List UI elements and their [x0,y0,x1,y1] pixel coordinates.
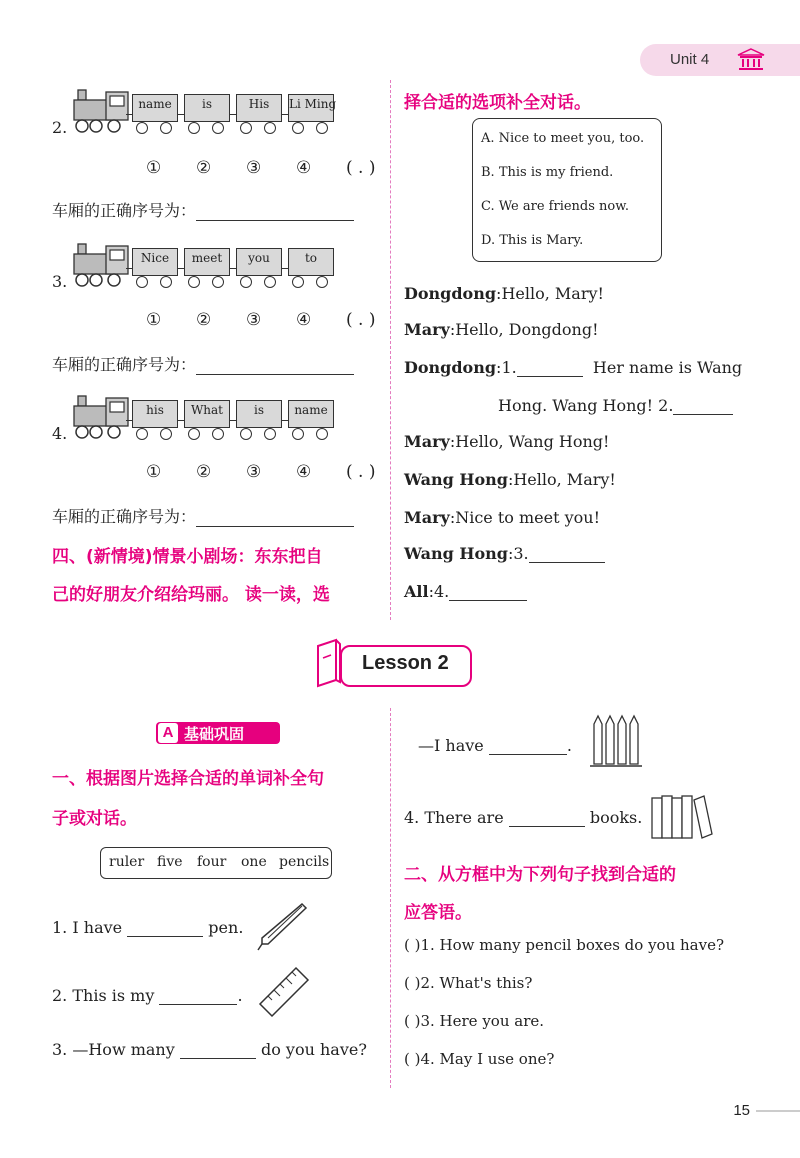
car-body [184,94,230,122]
option-a: A. Nice to meet you, too. [481,131,645,146]
q4-blank[interactable] [509,811,585,827]
order-blank[interactable] [196,510,354,527]
basic-section-tag [156,722,280,744]
wheel [316,122,328,134]
dialogue-line: Dongdong:1. Her name is Wang [404,358,743,377]
wheel [160,276,172,288]
car-body [236,400,282,428]
train-car [184,400,230,440]
car-link [282,420,288,421]
word-option: one [241,854,267,870]
part2-title-line1: 二、从方框中为下列句子找到合适的 [404,865,676,885]
order-label: 车厢的正确序号为： [52,355,197,374]
word-option: pencils [279,854,330,870]
wheel [160,428,172,440]
circle-number: ③ [246,462,262,482]
car-link [230,420,236,421]
page-number: 15 [733,1102,750,1119]
train-car [288,400,334,440]
answer-paren[interactable]: ( . ) [346,158,376,178]
dialogue-line: Wang Hong:Hello, Mary! [404,470,616,489]
order-blank[interactable] [196,358,354,375]
order-blank[interactable] [196,204,354,221]
car-link [282,268,288,269]
locomotive-icon [72,392,134,442]
wheel [292,276,304,288]
section4-title-line3: 择合适的选项补全对话。 [404,93,591,113]
q1: 1. I have pen. [52,918,244,937]
wheel [212,276,224,288]
question-number: 4. [52,424,68,443]
word-option: ruler [109,854,145,870]
wheel [316,428,328,440]
dialogue-line: Mary:Hello, Wang Hong! [404,432,610,451]
car-order-numbers [146,158,375,178]
question-number: 3. [52,272,68,291]
car-word: What [190,403,224,417]
circle-number: ② [196,462,212,482]
dialogue-line: Hong. Wang Hong! 2. [498,396,733,415]
car-link [178,268,184,269]
q3-answer: —I have . [418,736,572,755]
car-link [230,268,236,269]
car-body [288,400,334,428]
circle-number: ② [196,158,212,178]
car-body [184,248,230,276]
question-number: 2. [52,118,68,137]
options-box [472,118,662,262]
car-body [132,400,178,428]
unit-label: Unit 4 [670,51,710,68]
car-word: his [146,403,164,417]
part2-title-line2: 应答语。 [404,903,472,923]
car-body [184,400,230,428]
blank-4[interactable] [449,585,527,601]
wheel [240,122,252,134]
q1-blank[interactable] [127,921,203,937]
circle-number: ① [146,462,162,482]
circle-number: ① [146,158,162,178]
circle-number: ④ [296,462,312,482]
q2: 2. This is my . [52,986,243,1005]
answer-paren[interactable]: ( . ) [346,462,376,482]
car-link [230,114,236,115]
order-answer-line [52,198,354,221]
wheel [188,428,200,440]
option-c: C. We are friends now. [481,199,629,214]
page-rule [756,1110,800,1112]
circle-number: ② [196,310,212,330]
wheel [136,276,148,288]
train-car [236,248,282,288]
car-body [236,94,282,122]
building-icon [736,48,766,72]
wheel [188,122,200,134]
part2-item-4: ( )4. May I use one? [404,1050,555,1068]
pencils-icon [588,712,644,770]
train-car [288,248,334,288]
wheel [240,276,252,288]
train-car [184,248,230,288]
books-icon [648,790,716,842]
part2-item-1: ( )1. How many pencil boxes do you have? [404,936,725,954]
car-link [126,114,132,115]
car-word: Nice [140,251,170,265]
wheel [212,122,224,134]
wheel [292,122,304,134]
dialogue-line: Dongdong:Hello, Mary! [404,284,604,303]
car-order-numbers [146,462,375,482]
circle-number: ③ [246,158,262,178]
car-order-numbers [146,310,375,330]
circle-number: ④ [296,310,312,330]
q4: 4. There are books. [404,808,643,827]
car-body [132,94,178,122]
car-body [132,248,178,276]
wheel [316,276,328,288]
train-car [132,400,178,440]
car-body [288,94,337,122]
tag-text: 基础巩固 [184,726,245,743]
car-word: His [248,97,270,111]
circle-number: ④ [296,158,312,178]
wheel [188,276,200,288]
train-car [236,94,282,134]
tag-letter: A [158,723,178,743]
train-row [52,86,382,146]
column-divider [390,708,391,1088]
order-answer-line [52,352,354,375]
q3b-blank[interactable] [489,739,567,755]
blank-1[interactable] [517,361,583,377]
train-row [52,392,382,452]
train-car [184,94,230,134]
car-body [236,248,282,276]
car-word: is [202,97,212,111]
section4-title-line2: 己的好朋友介绍给玛丽。 读一读，选 [52,585,330,605]
car-link [178,420,184,421]
part2-item-2: ( )2. What's this? [404,974,533,992]
car-word: meet [191,251,223,265]
word-option: four [197,854,227,870]
car-word: name [294,403,328,417]
car-word: Li Ming [289,97,337,111]
circle-number: ③ [246,310,262,330]
wheel [264,122,276,134]
option-b: B. This is my friend. [481,165,614,180]
order-label: 车厢的正确序号为： [52,201,197,220]
order-label: 车厢的正确序号为： [52,507,197,526]
train-car [288,94,337,134]
wheel [240,428,252,440]
lesson-banner [340,645,472,687]
train-car [132,94,178,134]
part1-title-line2: 子或对话。 [52,809,137,829]
wheel [264,428,276,440]
dialogue-line: All:4. [404,582,527,601]
car-link [126,420,132,421]
car-word: is [254,403,264,417]
car-link [178,114,184,115]
column-divider [390,80,391,620]
car-word: name [138,97,172,111]
locomotive-icon [72,240,134,290]
dialogue-line: Mary:Hello, Dongdong! [404,320,599,339]
pen-icon [254,898,308,952]
car-link [282,114,288,115]
car-link [126,268,132,269]
car-word: you [248,251,270,265]
wheel [264,276,276,288]
dialogue-line: Wang Hong:3. [404,544,605,563]
blank-3[interactable] [529,547,605,563]
part1-title-line1: 一、根据图片选择合适的单词补全句 [52,769,324,789]
wheel [212,428,224,440]
locomotive-icon [72,86,134,136]
train-row [52,240,382,300]
word-option: five [157,854,183,870]
car-body [288,248,334,276]
word-box [100,847,332,879]
wheel [136,122,148,134]
train-car [236,400,282,440]
circle-number: ① [146,310,162,330]
blank-2[interactable] [673,399,733,415]
wheel [136,428,148,440]
dialogue-line: Mary:Nice to meet you! [404,508,601,527]
part2-item-3: ( )3. Here you are. [404,1012,545,1030]
car-word: to [304,251,318,265]
option-d: D. This is Mary. [481,233,584,248]
order-answer-line [52,504,354,527]
q3: 3. —How many do you have? [52,1040,367,1059]
q2-blank[interactable] [159,989,237,1005]
answer-paren[interactable]: ( . ) [346,310,376,330]
q3-blank[interactable] [180,1043,256,1059]
unit-tab [640,44,800,76]
lesson-title: Lesson 2 [362,652,449,674]
ruler-icon [256,964,312,1020]
section4-title-line1: 四、(新情境)情景小剧场：东东把自 [52,547,323,567]
train-car [132,248,178,288]
wheel [160,122,172,134]
wheel [292,428,304,440]
